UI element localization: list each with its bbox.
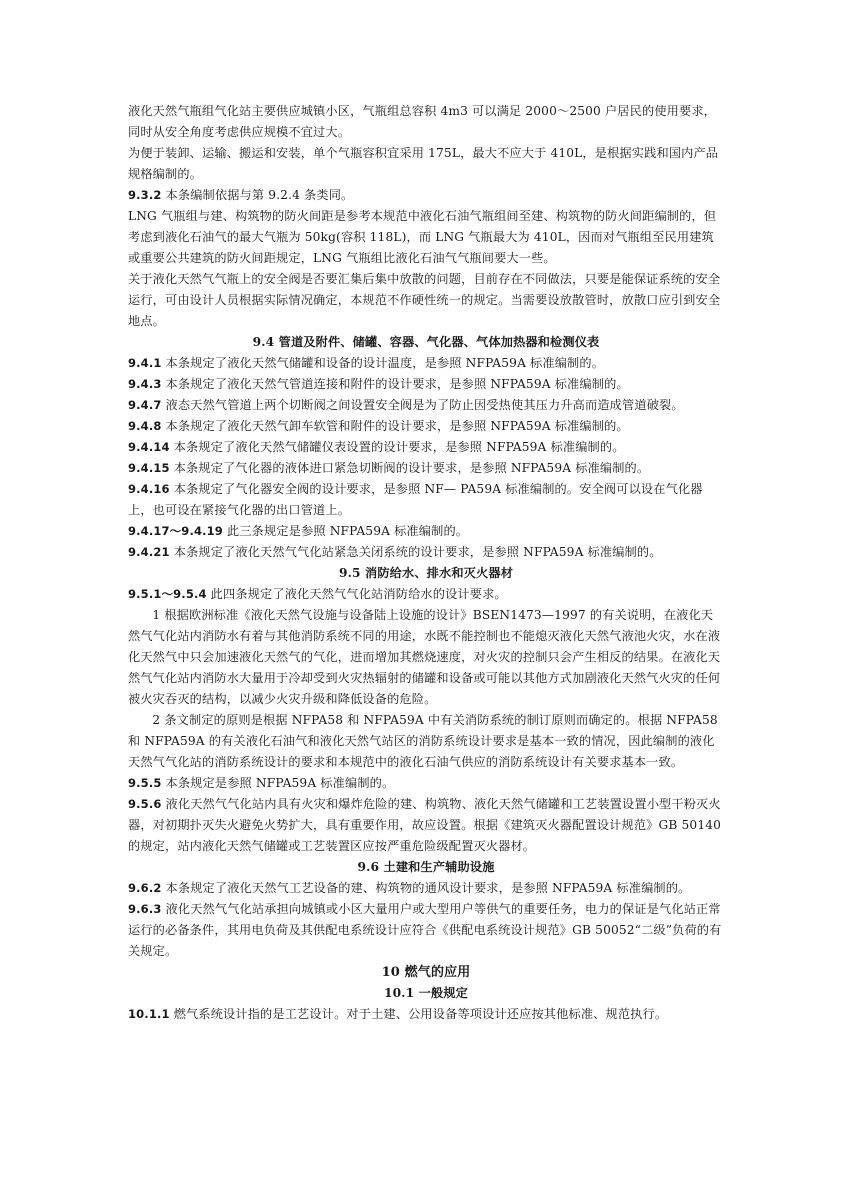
clause-number: 9.4.16 bbox=[128, 482, 170, 496]
clause-text: 此三条规定是参照 NFPA59A 标准编制的。 bbox=[226, 524, 469, 538]
clause-number: 9.4.15 bbox=[128, 461, 170, 475]
section-heading: 9.5 消防给水、排水和灭火器材 bbox=[338, 566, 514, 580]
document-page bbox=[128, 101, 724, 1025]
body-paragraph: 为便于装卸、运输、搬运和安装，单个气瓶容积宜采用 175L，最大不应大于 410L，是根据实践和国内产品规格编制的。 bbox=[128, 146, 719, 181]
body-paragraph: 液化天然气瓶组气化站主要供应城镇小区，气瓶组总容积 4m3 可以满足 2000～2500 户居民的使用要求，同时从安全角度考虑供应规模不宜过大。 bbox=[128, 104, 717, 139]
clause-paragraph bbox=[128, 437, 724, 458]
clause-paragraph bbox=[128, 353, 724, 374]
clause-paragraph bbox=[128, 542, 724, 563]
clause-text: 本条规定了液化天然气储罐和设备的设计温度，是参照 NFPA59A 标准编制的。 bbox=[165, 356, 605, 370]
clause-text: 本条规定了液化天然气管道连接和附件的设计要求，是参照 NFPA59A 标准编制的。 bbox=[165, 377, 629, 391]
clause-number: 9.5.5 bbox=[128, 776, 162, 790]
clause-text: 燃气系统设计指的是工艺设计。对于土建、公用设备等项设计还应按其他标准、规范执行。 bbox=[173, 1007, 668, 1021]
clause-text: 液化天然气气化站承担向城镇或小区大量用户或大型用户等供气的重要任务，电力的保证是气化站正常运行的必备条件，其用电负荷及其供配电系统设计应符合《供配电系统设计规范》GB 50052“二级”负荷的有关规定。 bbox=[128, 902, 722, 958]
clause-number: 9.4.1 bbox=[128, 356, 162, 370]
clause-paragraph bbox=[128, 395, 724, 416]
body-paragraph: LNG 气瓶组与建、构筑物的防火间距是参考本规范中液化石油气瓶组间至建、构筑物的防火间距编制的，但考虑到液化石油气的最大气瓶为 50kg(容积 118L)，而 LNG 气瓶最大为 410L，因而对气瓶组至民用建筑或重要公共建筑的防火间距规定，LNG 气瓶组比液化石油气气瓶间要大一些。 bbox=[128, 209, 717, 265]
clause-text: 本条规定是参照 NFPA59A 标准编制的。 bbox=[165, 776, 395, 790]
clause-paragraph bbox=[128, 584, 724, 605]
clause-paragraph bbox=[128, 416, 724, 437]
clause-text: 本条规定了液化天然气工艺设备的建、构筑物的通风设计要求，是参照 NFPA59A 标准编制的。 bbox=[165, 881, 691, 895]
clause-paragraph bbox=[128, 521, 724, 542]
clause-number: 9.4.21 bbox=[128, 545, 170, 559]
clause-number: 9.4.8 bbox=[128, 419, 162, 433]
clause-paragraph bbox=[128, 899, 724, 962]
clause-number: 9.6.3 bbox=[128, 902, 162, 916]
section-heading: 10 燃气的应用 bbox=[381, 965, 471, 980]
clause-text: 本条规定了液化天然气气化站紧急关闭系统的设计要求，是参照 NFPA59A 标准编制的。 bbox=[173, 545, 662, 559]
clause-number: 9.3.2 bbox=[128, 188, 162, 202]
clause-number: 9.4.14 bbox=[128, 440, 170, 454]
clause-number: 9.4.17～9.4.19 bbox=[128, 524, 223, 538]
clause-text: 本条编制依据与第 9.2.4 条类同。 bbox=[165, 188, 354, 202]
clause-text: 此四条规定了液化天然气气化站消防给水的设计要求。 bbox=[210, 587, 507, 601]
body-paragraph: 1 根据欧洲标准《液化天然气设施与设备陆上设施的设计》BSEN1473—1997 的有关说明，在液化天然气气化站内消防水有着与其他消防系统不同的用途，水既不能控制也不能熄灭液化天然气液池火灾，水在液化天然气中只会加速液化天然气的气化，进而增加其燃烧速度，对火灾的控制只会产生相反的结果。在液化天然气气化站内消防水大量用于冷却受到火灾热辐射的储罐和设备或可能以其他方式加剧液化天然气火灾的任何被火灾吞灭的结构，以减少火灾升级和降低设备的危险。 bbox=[128, 608, 721, 706]
clause-text: 液化天然气气化站内具有火灾和爆炸危险的建、构筑物、液化天然气储罐和工艺装置设置小型干粉灭火器，对初期扑灭失火避免火势扩大，具有重要作用，故应设置。根据《建筑灭火器配置设计规范》GB 50140 的规定，站内液化天然气储罐或工艺装置区应按严重危险级配置灭火器材。 bbox=[128, 797, 722, 853]
section-heading: 9.6 土建和生产辅助设施 bbox=[357, 860, 495, 874]
clause-text: 本条规定了气化器的液体进口紧急切断阀的设计要求，是参照 NFPA59A 标准编制的。 bbox=[173, 461, 650, 475]
clause-text: 本条规定了液化天然气卸车软管和附件的设计要求，是参照 NFPA59A 标准编制的。 bbox=[165, 419, 629, 433]
clause-number: 10.1.1 bbox=[128, 1007, 170, 1021]
clause-paragraph bbox=[128, 878, 724, 899]
clause-number: 9.5.6 bbox=[128, 797, 162, 811]
clause-paragraph bbox=[128, 794, 724, 857]
clause-number: 9.6.2 bbox=[128, 881, 162, 895]
clause-number: 9.4.3 bbox=[128, 377, 162, 391]
body-paragraph: 2 条文制定的原则是根据 NFPA58 和 NFPA59A 中有关消防系统的制订原则而确定的。根据 NFPA58 和 NFPA59A 的有关液化石油气和液化天然气站区的消防系统设计要求是基本一致的情况，因此编制的液化天然气气化站的消防系统设计的要求和本规范中的液化石油气供应的消防系统设计有关要求基本一致。 bbox=[128, 713, 718, 769]
clause-paragraph bbox=[128, 479, 724, 521]
clause-paragraph bbox=[128, 185, 724, 206]
clause-paragraph bbox=[128, 1004, 724, 1025]
body-paragraph: 关于液化天然气气瓶上的安全阀是否要汇集后集中放散的问题，目前存在不同做法，只要是能保证系统的安全运行，可由设计人员根据实际情况确定，本规范不作硬性统一的规定。当需要设放散管时，放散口应引到安全地点。 bbox=[128, 272, 721, 328]
clause-number: 9.4.7 bbox=[128, 398, 162, 412]
section-heading: 9.4 管道及附件、储罐、容器、气化器、气体加热器和检测仪表 bbox=[252, 335, 600, 349]
clause-paragraph bbox=[128, 374, 724, 395]
clause-text: 本条规定了气化器安全阀的设计要求，是参照 NF— PA59A 标准编制的。安全阀可以设在气化器上，也可设在紧接气化器的出口管道上。 bbox=[128, 482, 703, 517]
clause-paragraph bbox=[128, 773, 724, 794]
clause-number: 9.5.1～9.5.4 bbox=[128, 587, 207, 601]
clause-text: 本条规定了液化天然气储罐仪表设置的设计要求，是参照 NFPA59A 标准编制的。 bbox=[173, 440, 625, 454]
clause-text: 液态天然气管道上两个切断阀之间设置安全阀是为了防止因受热使其压力升高而造成管道破裂。 bbox=[165, 398, 684, 412]
clause-paragraph bbox=[128, 458, 724, 479]
section-heading: 10.1 一般规定 bbox=[383, 986, 469, 1000]
